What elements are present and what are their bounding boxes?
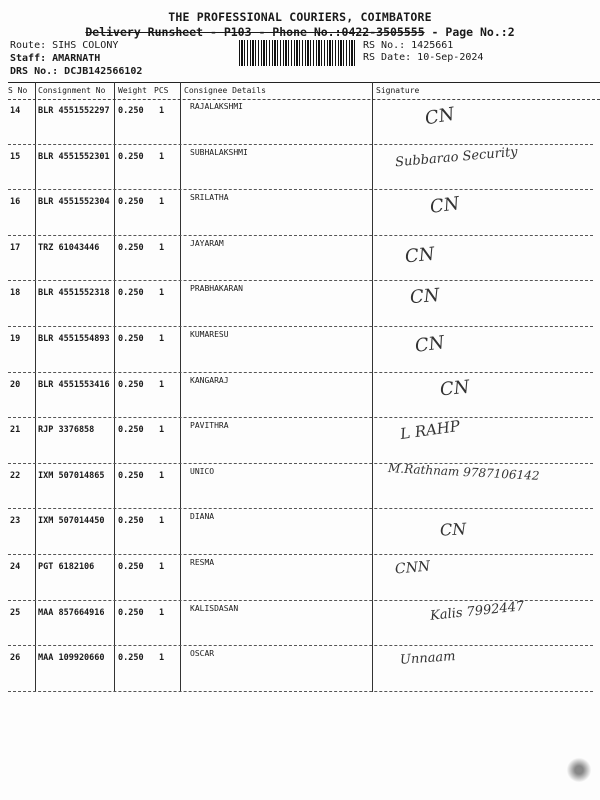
row-sno: 19 — [10, 334, 21, 344]
row-consignment: MAA 857664916 — [38, 607, 105, 618]
row-pcs: 1 — [159, 288, 165, 299]
row-sno: 14 — [10, 106, 21, 116]
staff-label: Staff: AMARNATH — [10, 53, 101, 64]
row-signature: CN — [428, 193, 461, 219]
row-signature: CNN — [394, 558, 431, 578]
row-pcs: 1 — [159, 562, 165, 572]
row-pcs: 1 — [159, 151, 165, 162]
row-sno: 26 — [10, 653, 21, 664]
row-pcs: 1 — [159, 425, 165, 436]
row-consignee: DIANA — [190, 512, 215, 522]
row-consignment: BLR 4551552304 — [38, 197, 110, 208]
row-sno: 20 — [10, 379, 21, 390]
row-sno: 24 — [10, 562, 21, 572]
row-consignee: PRABHAKARAN — [190, 284, 243, 294]
row-consignee: SUBHALAKSHMI — [190, 147, 248, 157]
row-sno: 15 — [10, 151, 21, 162]
table-row — [8, 372, 593, 419]
col-sno: S No — [8, 86, 28, 95]
row-pcs: 1 — [159, 106, 165, 116]
row-weight: 0.250 — [118, 151, 144, 162]
row-weight: 0.250 — [118, 562, 144, 572]
col-consignment: Consignment No — [38, 86, 106, 95]
row-consignee: OSCAR — [190, 649, 215, 659]
row-weight: 0.250 — [118, 607, 144, 618]
row-signature: CN — [409, 285, 441, 309]
table-row — [8, 326, 593, 373]
row-consignment: BLR 4551552301 — [38, 151, 110, 162]
table-row — [8, 460, 593, 510]
row-consignee: KANGARAJ — [190, 375, 229, 385]
row-weight: 0.250 — [118, 334, 144, 344]
barcode — [239, 40, 355, 66]
row-pcs: 1 — [159, 379, 165, 390]
document-title: THE PROFESSIONAL COURIERS, COIMBATORE — [168, 10, 432, 24]
row-sno: 18 — [10, 288, 21, 299]
table-row — [8, 280, 593, 327]
document-subtitle — [0, 25, 600, 39]
row-weight: 0.250 — [118, 653, 144, 664]
row-sno: 17 — [10, 242, 21, 253]
row-weight: 0.250 — [118, 242, 144, 253]
row-consignee: RAJALAKSHMI — [190, 102, 243, 111]
row-sno: 21 — [10, 425, 21, 436]
table-row — [8, 417, 593, 464]
row-consignment: IXM 507014450 — [38, 516, 105, 527]
table-row — [8, 189, 593, 236]
row-consignee: KUMARESU — [190, 330, 229, 339]
rs-number: RS No.: 1425661 — [363, 40, 454, 51]
row-signature: CN — [438, 376, 471, 401]
drs-number: DRS No.: DCJB142566102 — [10, 66, 143, 77]
row-pcs: 1 — [159, 653, 165, 664]
row-weight: 0.250 — [118, 379, 144, 390]
table-row — [8, 554, 593, 601]
page-number: - Page No.:2 — [424, 25, 515, 39]
row-signature: CN — [439, 519, 467, 541]
row-signature: Subbarao Security — [394, 144, 519, 170]
table-row — [8, 144, 593, 191]
row-sno: 25 — [10, 607, 21, 618]
table-row — [8, 600, 593, 647]
col-pcs: PCS — [154, 86, 169, 95]
row-pcs: 1 — [159, 242, 165, 253]
rs-date: RS Date: 10-Sep-2024 — [363, 52, 484, 63]
row-pcs: 1 — [159, 516, 165, 527]
row-consignee: PAVITHRA — [190, 421, 229, 431]
row-consignee: SRILATHA — [190, 193, 229, 203]
row-signature: L RAHP — [399, 417, 461, 444]
row-pcs: 1 — [159, 607, 165, 618]
row-sno: 23 — [10, 516, 21, 527]
col-signature: Signature — [376, 86, 420, 95]
row-consignee: KALISDASAN — [190, 603, 239, 613]
row-weight: 0.250 — [118, 470, 144, 481]
row-consignee: JAYARAM — [190, 238, 224, 248]
row-signature: CN — [423, 103, 457, 130]
row-consignment: RJP 3376858 — [38, 425, 95, 436]
row-consignment: BLR 4551554893 — [38, 334, 110, 344]
table-row — [8, 645, 593, 692]
row-weight: 0.250 — [118, 197, 144, 208]
row-signature: CN — [403, 243, 436, 268]
row-pcs: 1 — [159, 197, 165, 208]
row-consignee: UNICO — [190, 466, 215, 476]
row-signature: Kalis 7992447 — [429, 598, 526, 624]
subtitle-struck-text: Delivery Runsheet - P103 - Phone No.:0422-3505555 — [85, 25, 425, 39]
row-sno: 22 — [10, 470, 21, 481]
ink-smudge — [565, 755, 593, 785]
row-signature: M.Rathnam 9787106142 — [387, 460, 540, 483]
row-weight: 0.250 — [118, 425, 144, 436]
row-consignment: BLR 4551552297 — [38, 106, 110, 116]
row-signature: Unnaam — [399, 649, 456, 669]
row-weight: 0.250 — [118, 106, 144, 116]
row-signature: CN — [413, 332, 446, 357]
col-consignee: Consignee Details — [184, 86, 266, 95]
table-row — [8, 235, 593, 282]
table-row — [8, 98, 593, 145]
row-pcs: 1 — [159, 334, 165, 344]
row-consignment: PGT 6182106 — [38, 562, 95, 572]
row-weight: 0.250 — [118, 516, 144, 527]
row-consignment: BLR 4551552318 — [38, 288, 110, 299]
row-consignment: MAA 109920660 — [38, 653, 105, 664]
table-row — [8, 508, 593, 555]
row-sno: 16 — [10, 197, 21, 208]
row-consignment: IXM 507014865 — [38, 470, 105, 481]
route-label: Route: SIHS COLONY — [10, 40, 119, 51]
col-weight: Weight — [118, 86, 147, 95]
row-consignment: BLR 4551553416 — [38, 379, 110, 390]
row-consignee: RESMA — [190, 558, 215, 567]
row-pcs: 1 — [159, 470, 165, 481]
row-consignment: TRZ 61043446 — [38, 242, 100, 253]
row-weight: 0.250 — [118, 288, 144, 299]
